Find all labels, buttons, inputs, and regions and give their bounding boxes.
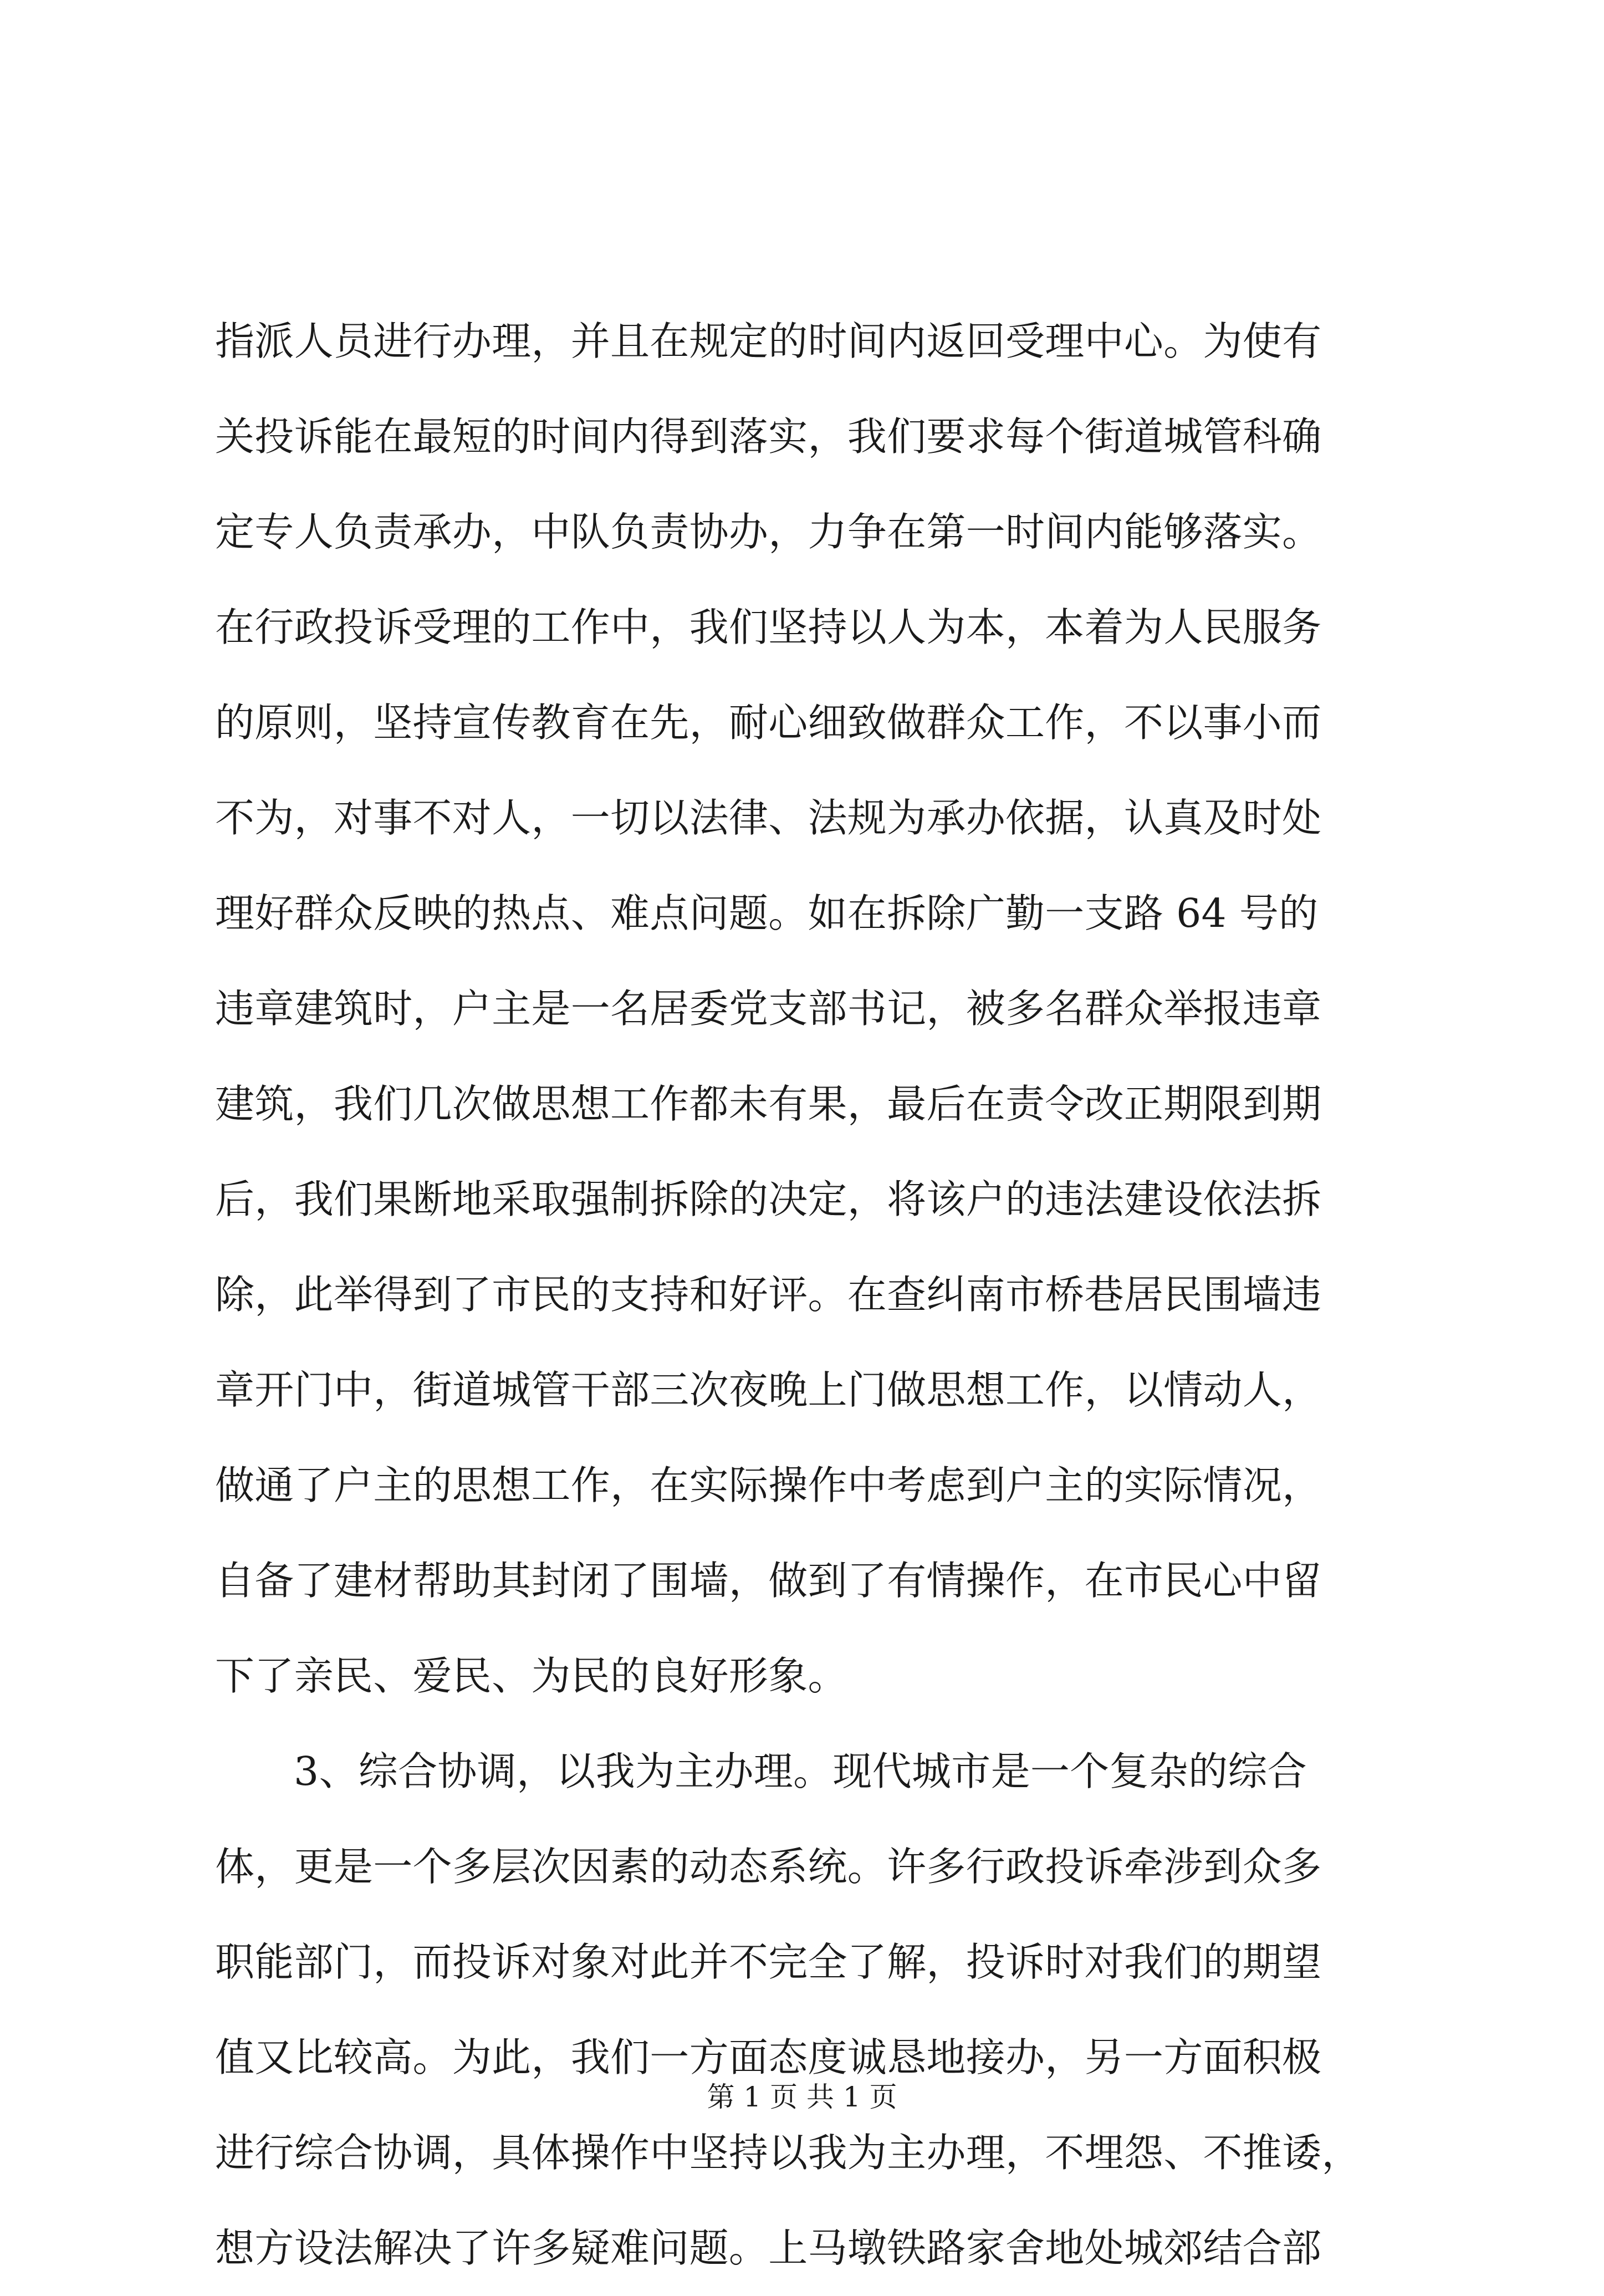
body-text	[215, 294, 1401, 2296]
text-line: 进行综合协调，具体操作中坚持以我为主办理，不埋怨、不推诿，	[215, 2130, 1361, 2176]
text-line: 违章建筑时，户主是一名居委党支部书记，被多名群众举报违章	[215, 986, 1322, 1032]
text-line: 除，此举得到了市民的支持和好评。在查纠南市桥巷居民围墙违	[215, 1272, 1322, 1318]
text-line: 做通了户主的思想工作，在实际操作中考虑到户主的实际情况，	[215, 1462, 1322, 1508]
text-line: 关投诉能在最短的时间内得到落实，我们要求每个街道城管科确	[215, 414, 1322, 460]
text-line: 下了亲民、爱民、为民的良好形象。	[215, 1653, 847, 1699]
text-line: 体，更是一个多层次因素的动态系统。许多行政投诉牵涉到众多	[215, 1844, 1322, 1890]
text-line: 指派人员进行办理，并且在规定的时间内返回受理中心。为使有	[215, 318, 1322, 364]
text-line: 在行政投诉受理的工作中，我们坚持以人为本，本着为人民服务	[215, 604, 1322, 650]
text-line: 不为，对事不对人，一切以法律、法规为承办依据，认真及时处	[215, 795, 1322, 841]
text-line: 章开门中，街道城管干部三次夜晚上门做思想工作，以情动人，	[215, 1367, 1322, 1413]
text-line: 定专人负责承办，中队负责协办，力争在第一时间内能够落实。	[215, 509, 1322, 555]
page-number-footer: 第 1 页 共 1 页	[707, 2081, 897, 2113]
text-line: 后，我们果断地采取强制拆除的决定，将该户的违法建设依法拆	[215, 1176, 1322, 1222]
text-line: 的原则，坚持宣传教育在先，耐心细致做群众工作，不以事小而	[215, 700, 1322, 746]
text-line: 值又比较高。为此，我们一方面态度诚恳地接办，另一方面积极	[215, 2034, 1322, 2080]
text-line: 建筑，我们几次做思想工作都未有果，最后在责令改正期限到期	[215, 1081, 1322, 1127]
text-line: 自备了建材帮助其封闭了围墙，做到了有情操作，在市民心中留	[215, 1558, 1322, 1604]
paragraph-start-line: 3、综合协调，以我为主办理。现代城市是一个复杂的综合	[294, 1748, 1307, 1794]
text-line: 理好群众反映的热点、难点问题。如在拆除广勤一支路 64 号的	[215, 890, 1319, 936]
text-line: 职能部门，而投诉对象对此并不完全了解，投诉时对我们的期望	[215, 1939, 1322, 1985]
text-line: 想方设法解决了许多疑难问题。上马墩铁路家舍地处城郊结合部	[215, 2225, 1322, 2271]
